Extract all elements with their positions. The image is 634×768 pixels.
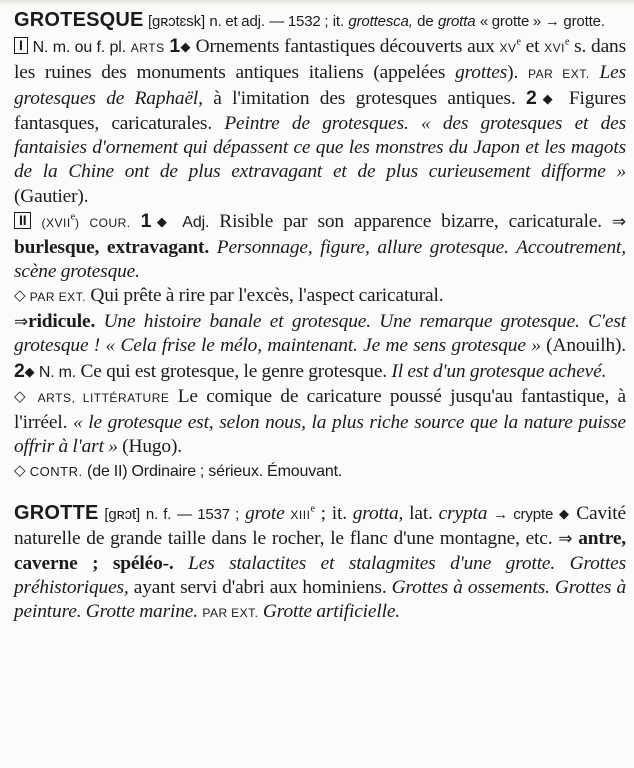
headword: GROTTE [14,501,99,524]
etymology-connector: ; it. [320,502,347,524]
quotation: « le grotesque est, selon nous, la plus riche source que la nature puisse offrir à l'art » [14,411,626,457]
lozenge-icon: ◇ [14,463,26,480]
pronunciation: [gʀɔt] [104,505,140,523]
synonym-arrow-icon: ⇒ [14,311,29,332]
diamond-icon: ◆ [559,505,571,521]
grammar-label: Adj. [182,214,210,232]
quotation-author: (Hugo). [122,435,182,457]
lozenge-icon: ◇ [14,389,30,406]
example: Il est d'un grotesque achevé. [391,360,607,382]
quotation-author: (Anouilh). [546,335,626,357]
lozenge-icon: ◇ [14,288,26,305]
example: Grottes à ossements. Grottes à peinture. Grotte marine. [14,576,626,623]
definition: à l'imitation des grotesques antiques. [213,88,516,110]
gloss-word: grottes [455,61,508,83]
example: Les stalactites et stalagmites d'une grotte. Grottes préhistoriques, [14,552,626,598]
synonyms: antre, caverne ; spéléo-. [14,528,626,574]
etymology-word: grotta [437,13,476,30]
century: XVI [544,41,565,56]
definition: Ornements fantastiques découverts aux [195,36,495,58]
subsense-number: 1 [169,35,181,58]
example: Personnage, figure, allure grotesque. Accoutrement, scène grotesque. [14,236,626,283]
definition: Cavité naturelle de grande taille dans le rocher, le flanc d'une montagne, etc. [14,502,626,550]
century: XIII [290,507,311,522]
definition: Ce qui est grotesque, le genre grotesque. [80,360,387,382]
etymology-gloss: « grotte » → grotte. [479,13,605,30]
entry-grotte [14,501,626,626]
synonym-arrow-icon: ⇒ [611,212,627,233]
domain-label: ARTS, LITTÉRATURE [37,391,170,406]
definition: Qui prête à rire par l'excès, l'aspect caricatural. [90,285,444,307]
contrary-label: CONTR. [29,464,83,480]
synonym-arrow-icon: ⇒ [558,529,573,550]
example: Les grotesques de Raphaël, [14,61,626,110]
example: Peintre de grotesques. [224,112,409,134]
grammar-label: N. m. ou f. pl. [32,39,126,57]
definition: Figures fantasques, caricaturales. [14,88,626,134]
synonyms: burlesque, extravagant. [14,236,210,258]
etymology-word: grotta, [352,502,404,524]
entry-grotesque [14,8,626,485]
definition: ayant servi d'abri aux hominiens. [133,576,387,598]
century-sup: e [310,503,315,515]
sense-number-box: I [14,37,28,54]
synonyms: ridicule. [28,310,96,332]
register-label: COUR. [89,216,131,231]
etymology-word: crypta [438,502,488,524]
domain-label: ARTS [130,41,165,56]
definition: Le comique de caricature poussé jusqu'au fantastique, à l'irréel. [14,386,626,433]
century-sup: e [565,36,570,48]
date-close: ) [74,216,80,231]
etymology-intro: it. [332,13,344,30]
entry-grotte-text [14,501,626,626]
example: Une histoire banale et grotesque. Une remarque grotesque. C'est grotesque ! [14,310,627,357]
definition: s. dans les ruines des monuments antiques italiens (appelées [14,36,626,83]
century-sup: e [70,211,75,223]
subsense-number: 2 [14,359,25,382]
quotation: « Cela frise le mélo, maintenant. Je me sens grotesque » [105,335,541,357]
sense-number-box: II [14,212,31,229]
diamond-icon: ◆ [151,214,173,230]
punctuation: ). [507,61,519,83]
conjunction: et [525,36,540,58]
date: — 1532 ; [269,13,329,30]
subsense-number: 2 [525,87,537,110]
etymology-word: grote [245,502,285,524]
diamond-icon: ◆ [180,39,191,55]
date: (XVII [41,216,71,231]
grammar-label: n. f. [145,505,172,523]
etymology-word: grottesca, [348,13,413,30]
entry-grotesque-text [14,8,626,485]
etymology-connector: lat. [409,502,433,524]
quotation-author: (Gautier). [14,185,89,207]
grammar-label: n. et adj. [209,13,265,30]
etymology-connector: de [417,13,434,30]
register-label: PAR EXT. [202,606,259,621]
diamond-icon: ◆ [536,91,559,107]
pronunciation: [gʀɔtɛsk] [148,13,205,30]
antonyms: (de II) Ordinaire ; sérieux. Émouvant. [87,463,343,481]
register-label: PAR EXT. [29,290,86,305]
quotation: « des grotesques et des fantaisies d'ornement qui dépassent ce que les monstres du Japon et les magots de la Chine ont de plus extravagant et de plus curieusement difforme » [14,112,626,183]
date: — 1537 ; [177,505,240,523]
etymology-crossref: → crypte [493,505,554,523]
century: XV [499,41,517,56]
grammar-label: N. m. [38,363,77,381]
register-label: PAR EXT. [528,66,590,81]
diamond-icon: ◆ [24,363,35,379]
subsense-number: 1 [140,210,152,233]
example: Grotte artificielle. [262,601,400,623]
definition: Risible par son apparence bizarre, caricaturale. [219,211,602,233]
headword: GROTESQUE [14,9,144,31]
century-sup: e [516,36,521,48]
